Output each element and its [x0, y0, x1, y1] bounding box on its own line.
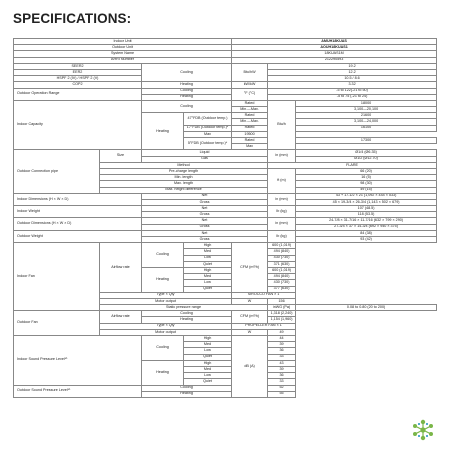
- spec-cell: 18KUAS1M: [232, 51, 437, 57]
- spec-cell: 17°FDB (Outdoor temp.)*: [184, 125, 232, 131]
- spec-cell: 494 (840): [268, 249, 296, 255]
- spec-cell: 52: [268, 385, 296, 391]
- spec-cell: °F (°C): [232, 88, 268, 100]
- spec-cell: Cooling: [142, 88, 232, 94]
- spec-cell: Indoor Dimensions (H × W × D): [14, 193, 142, 205]
- spec-cell: Outdoor Dimensions (H × W × D): [14, 218, 142, 230]
- spec-cell: 24-7/8 × 31-7/16 × 11-7/16 (632 × 799 × 290): [296, 218, 437, 224]
- spec-cell: Quiet: [184, 354, 232, 360]
- spec-cell: 3,100—20,100: [296, 107, 437, 113]
- spec-cell: 5°FDB (Outdoor temp.)*: [184, 138, 232, 150]
- spec-cell: 16 (5): [296, 175, 437, 181]
- spec-cell: lb (kg): [268, 230, 296, 242]
- spec-cell: in (mm): [268, 218, 296, 230]
- spec-cell: Heating: [142, 113, 184, 150]
- spec-cell: -5 to 122(-21 to 50): [268, 88, 437, 94]
- spec-cell: 36: [268, 348, 296, 354]
- spec-cell: Method: [100, 162, 268, 168]
- spec-cell: Rated: [232, 113, 268, 119]
- spec-cell: 39: [268, 342, 296, 348]
- spec-cell: 47°FDB (Outdoor temp.): [184, 113, 232, 125]
- spec-cell: Heating: [142, 82, 232, 88]
- spec-cell: Static pressure range: [100, 305, 268, 311]
- spec-cell: FLARE: [268, 162, 437, 168]
- spec-cell: 430 (730): [268, 255, 296, 261]
- spec-cell: 600 (1,019): [268, 267, 296, 273]
- spec-cell: 494 (840): [268, 274, 296, 280]
- spec-cell: Heating: [142, 94, 232, 100]
- spec-cell: dB (A): [232, 336, 268, 398]
- spec-cell: Max: [184, 131, 232, 137]
- spec-cell: 44: [268, 336, 296, 342]
- spec-cell: Outdoor Sound Pressure Level*¹: [14, 385, 142, 397]
- spec-cell: 49: [268, 329, 296, 335]
- spec-cell: Quiet: [184, 379, 232, 385]
- spec-cell: 18000: [296, 100, 437, 106]
- spec-cell: 19500: [232, 131, 268, 137]
- snowflake-logo-icon: [410, 418, 436, 442]
- spec-cell: 43 + 17-1/2 × 21 (1,092 × 444 × 533): [296, 193, 437, 199]
- spec-cell: Low: [184, 255, 232, 261]
- spec-cell: 212290593: [232, 57, 437, 63]
- spec-cell: ft (m): [268, 168, 296, 193]
- spec-cell: Low: [184, 348, 232, 354]
- spec-cell: 98 (30): [296, 181, 437, 187]
- spec-cell: Med: [184, 342, 232, 348]
- spec-cell: 84 (38): [296, 230, 437, 236]
- spec-cell: EER2: [14, 69, 142, 75]
- spec-cell: Max: [232, 144, 268, 150]
- spec-cell: Gross: [142, 224, 268, 230]
- spec-cell: Net: [142, 218, 268, 224]
- spec-cell: Liquid: [142, 150, 268, 156]
- spec-cell: Net: [142, 206, 268, 212]
- specifications-body: [14, 39, 437, 398]
- spec-cell: 55: [268, 391, 296, 397]
- spec-cell: High: [184, 360, 232, 366]
- spec-cell: Motor output: [100, 329, 232, 335]
- spec-cell: 371 (630): [268, 261, 296, 267]
- spec-cell: Outdoor Unit: [14, 45, 232, 51]
- spec-cell: 1,154 (1,960): [268, 317, 296, 323]
- spec-cell: Heating: [142, 317, 232, 323]
- spec-cell: 93 (42): [296, 237, 437, 243]
- spec-cell: 45 × 19-3/4 × 26-3/4 (1,143 × 502 × 679): [296, 199, 437, 205]
- spec-cell: Min.—Max.: [232, 107, 268, 113]
- spec-cell: High: [184, 336, 232, 342]
- spec-cell: AHRI Number: [14, 57, 232, 63]
- spec-cell: Airflow rate: [100, 311, 142, 323]
- spec-cell: Low: [184, 373, 232, 379]
- spec-cell: Heating: [142, 267, 184, 292]
- spec-cell: Ø1/4 (Ø6.35): [296, 150, 437, 156]
- spec-cell: Outdoor Fan: [14, 311, 100, 336]
- spec-cell: Gas: [142, 156, 268, 162]
- spec-cell: Med: [184, 366, 232, 372]
- spec-cell: Heating: [142, 391, 232, 397]
- spec-cell: Cooling: [142, 243, 184, 268]
- spec-cell: Cooling: [142, 63, 232, 82]
- spec-cell: PROPELLER FAN × 1: [232, 323, 296, 329]
- spec-cell: HSPF 2 (IV) / HSPF 2 (V): [14, 76, 142, 82]
- spec-cell: Indoor Unit: [14, 39, 232, 45]
- spec-cell: 21600: [296, 113, 437, 119]
- spec-cell: Cooling: [142, 311, 232, 317]
- spec-cell: Outdoor Weight: [14, 230, 142, 242]
- spec-cell: Gross: [142, 212, 268, 218]
- spec-cell: 10.5 / 8.6: [268, 76, 437, 82]
- spec-cell: Motor output: [100, 298, 232, 304]
- spec-cell: AMUH18KUAS: [232, 39, 437, 45]
- spec-cell: Rated: [232, 100, 268, 106]
- spec-cell: 377 (630): [268, 286, 296, 292]
- spec-cell: Net: [142, 193, 268, 199]
- spec-cell: in (mm): [268, 193, 296, 205]
- spec-cell: 49 (15): [296, 187, 437, 193]
- spec-cell: 12.2: [268, 69, 437, 75]
- spec-cell: 19.2: [268, 63, 437, 69]
- spec-cell: 27-3/4 × 37 × 14-3/4 (692 × 940 × 375): [296, 224, 437, 230]
- spec-cell: 430 (730): [268, 280, 296, 286]
- spec-cell: Min. length: [100, 175, 268, 181]
- spec-cell: Gross: [142, 199, 268, 205]
- spec-cell: Rated: [232, 125, 268, 131]
- spec-cell: 0.08 to 0.80 (20 to 200): [296, 305, 437, 311]
- spec-cell: Indoor Capacity: [14, 100, 142, 150]
- spec-cell: 118 (53.5): [296, 212, 437, 218]
- spec-cell: High: [184, 267, 232, 273]
- spec-cell: 17300: [296, 138, 437, 144]
- spec-cell: CFM (m³/h): [232, 311, 268, 323]
- spec-cell: Size: [100, 150, 142, 162]
- spec-cell: 43: [268, 360, 296, 366]
- spec-cell: Gross: [142, 237, 268, 243]
- spec-cell: Net: [142, 230, 268, 236]
- spec-cell: 600 (1,019): [268, 243, 296, 249]
- spec-cell: Cooling: [142, 100, 232, 112]
- spec-cell: Btu/hW: [232, 63, 268, 82]
- spec-cell: Cooling: [142, 385, 232, 391]
- spec-cell: Outdoor Operation Range: [14, 88, 142, 100]
- spec-cell: W: [232, 298, 268, 304]
- spec-cell: CFM (m³/h): [232, 243, 268, 293]
- spec-cell: Indoor Weight: [14, 206, 142, 218]
- spec-cell: High: [184, 243, 232, 249]
- spec-cell: 107 (48.5): [296, 206, 437, 212]
- spec-cell: 33: [268, 354, 296, 360]
- spec-cell: SIROCCO FAN × 1: [232, 292, 296, 298]
- spec-cell: Med: [184, 249, 232, 255]
- spec-cell: Quiet: [184, 286, 232, 292]
- spec-cell: Outdoor Connection pipe: [14, 150, 100, 193]
- spec-cell: 3.32: [268, 82, 437, 88]
- spec-cell: Min.—Max.: [232, 119, 268, 125]
- spec-cell: Btu/h: [268, 100, 296, 150]
- spec-cell: AOUH18KUAS1: [232, 45, 437, 51]
- spec-cell: System Name: [14, 51, 232, 57]
- spec-cell: 16100: [296, 125, 437, 131]
- spec-cell: Cooling: [142, 336, 184, 361]
- spec-cell: Type × Qty: [100, 292, 232, 298]
- spec-cell: Pre-charge length: [100, 168, 268, 174]
- spec-cell: Max. length: [100, 181, 268, 187]
- spec-cell: Heating: [142, 360, 184, 385]
- spec-cell: in (mm): [268, 150, 296, 162]
- spec-cell: 156: [268, 298, 296, 304]
- spec-cell: Airflow rate: [100, 243, 142, 293]
- spec-cell: kW/kW: [232, 82, 268, 88]
- spec-cell: inWG (Pa): [268, 305, 296, 311]
- spec-cell: COP2: [14, 82, 142, 88]
- spec-cell: Quiet: [184, 261, 232, 267]
- spec-cell: W: [232, 329, 268, 335]
- specifications-table: [13, 38, 437, 398]
- spec-cell: Ø1/2 (Ø12.70): [296, 156, 437, 162]
- spec-cell: Med: [184, 274, 232, 280]
- page-title: SPECIFICATIONS:: [13, 11, 132, 26]
- spec-cell: SEER2: [14, 63, 142, 69]
- spec-cell: Type × Qty: [100, 323, 232, 329]
- spec-cell: Indoor Sound Pressure Level*¹: [14, 336, 142, 386]
- spec-cell: Low: [184, 280, 232, 286]
- spec-cell: 1,318 (2,240): [268, 311, 296, 317]
- spec-cell: Max. height difference: [100, 187, 268, 193]
- spec-cell: -5 to 75 (-21 to 24): [268, 94, 437, 100]
- spec-cell: lb (kg): [268, 206, 296, 218]
- spec-cell: 39: [268, 366, 296, 372]
- spec-cell: 36: [268, 373, 296, 379]
- spec-cell: Indoor Fan: [14, 243, 100, 311]
- spec-cell: 66 (20): [296, 168, 437, 174]
- spec-cell: 33: [268, 379, 296, 385]
- spec-cell: Rated: [232, 138, 268, 144]
- spec-cell: 3,100—24,000: [296, 119, 437, 125]
